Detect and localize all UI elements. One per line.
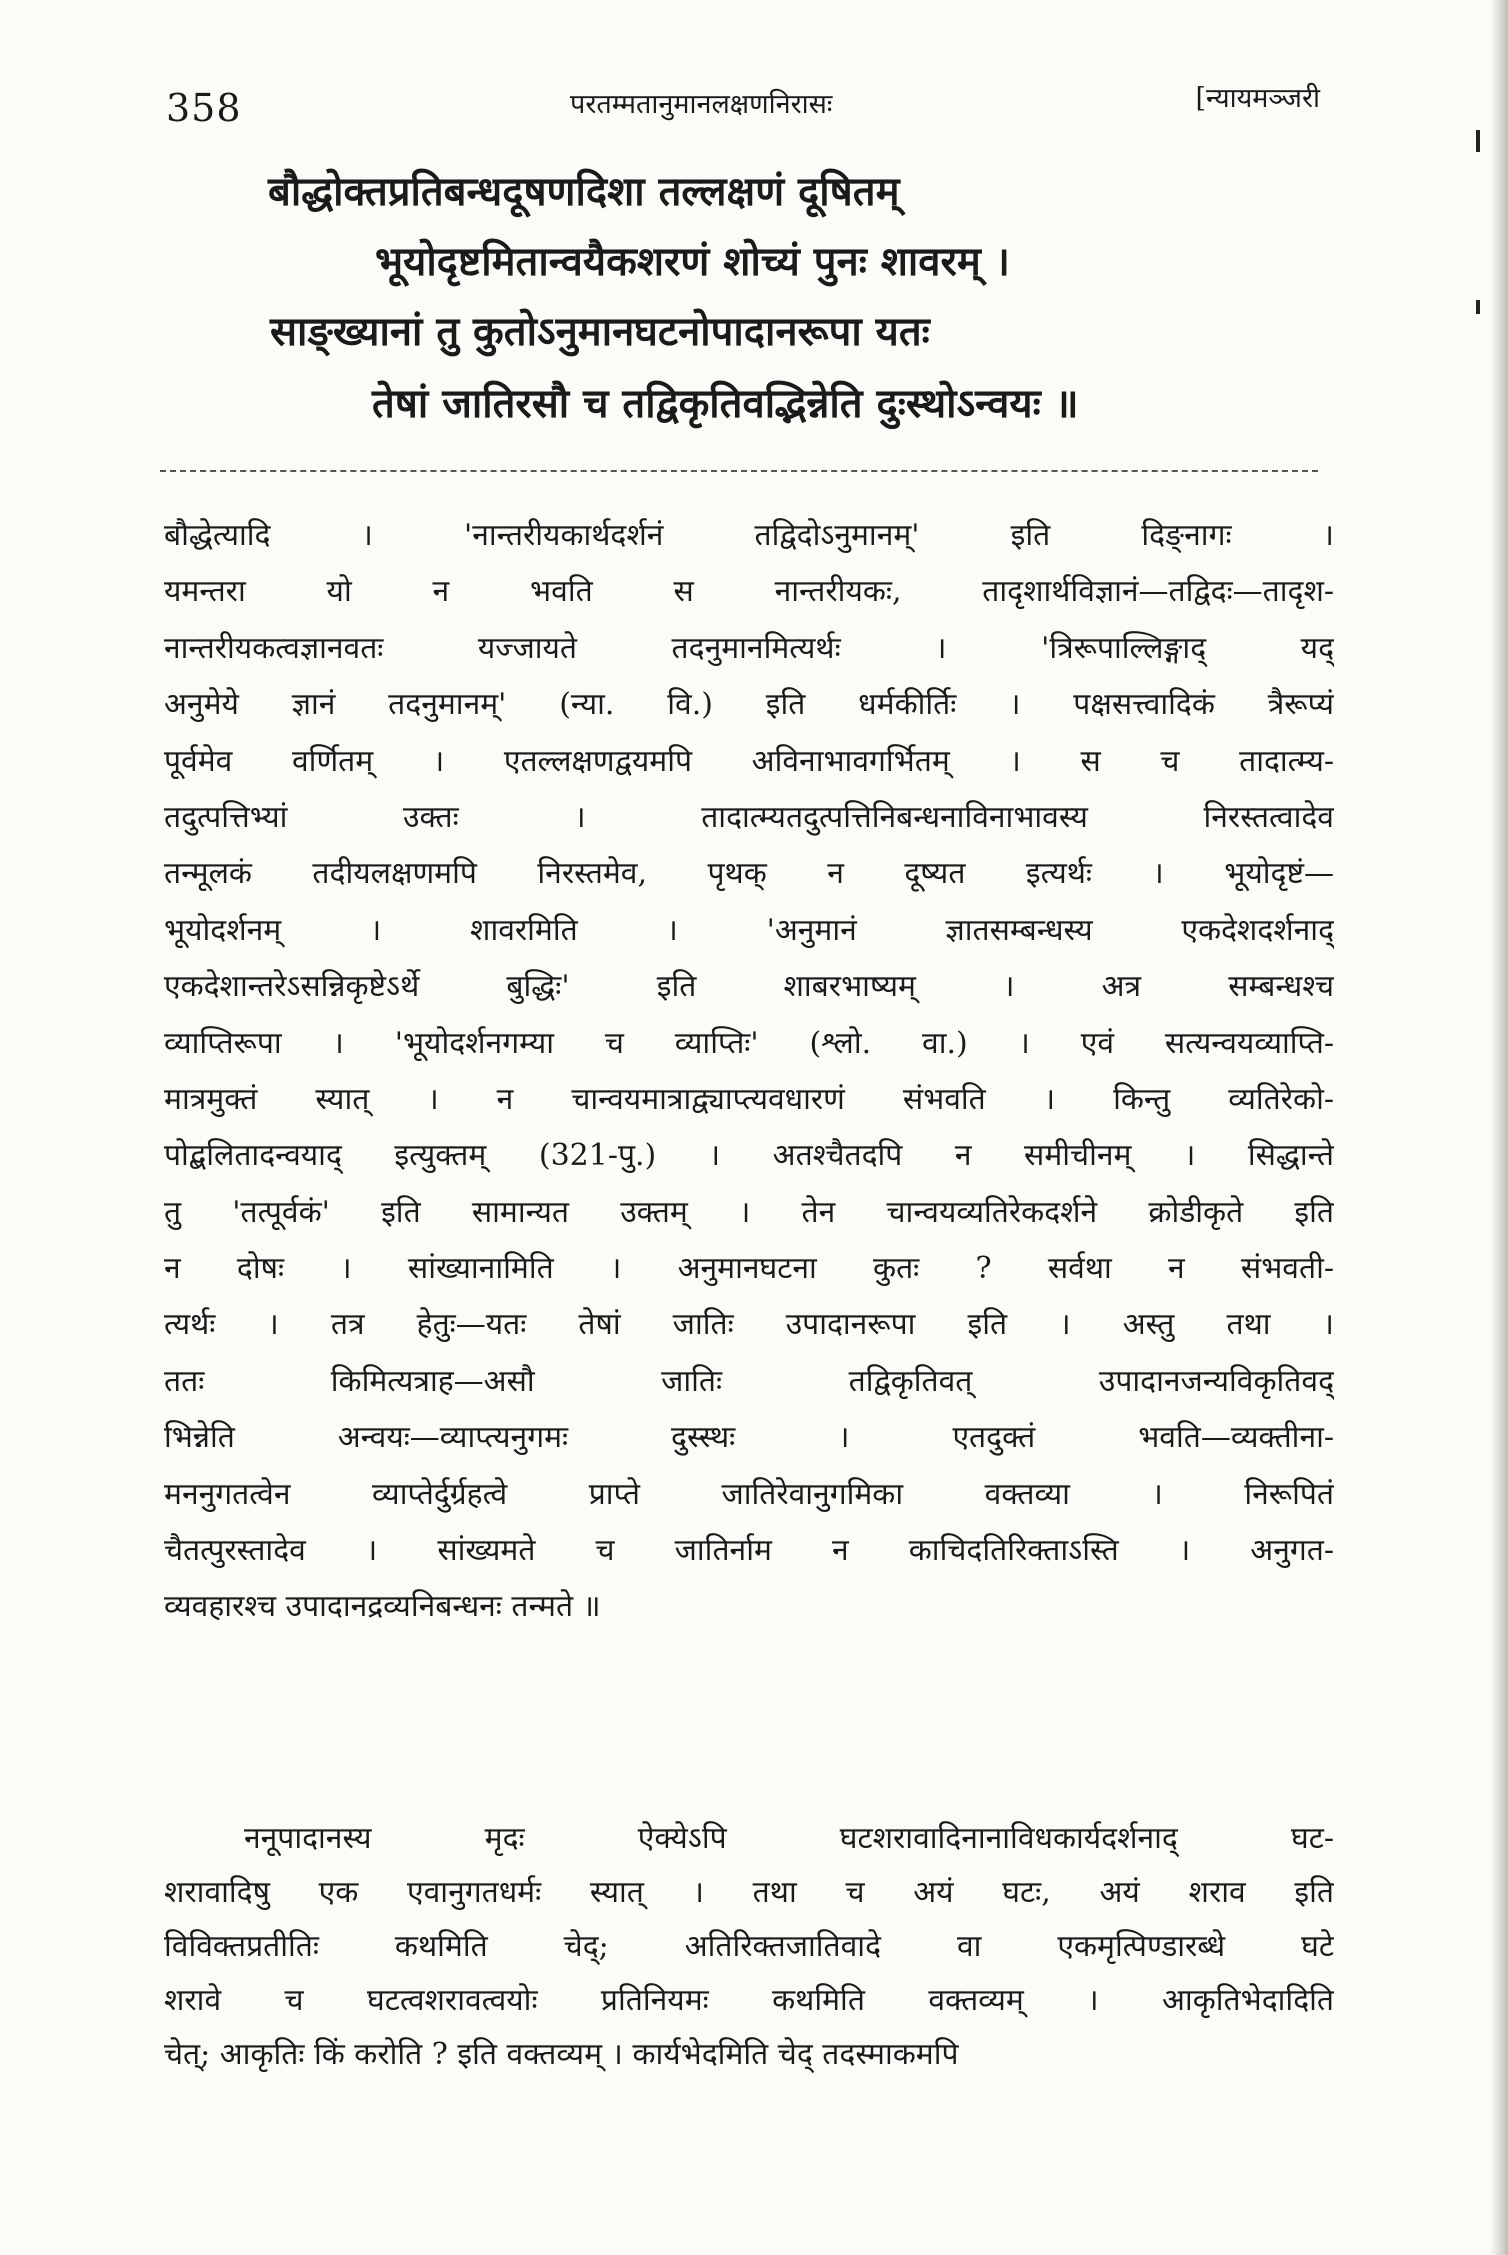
paragraph-line: चेत्; आकृतिः किं करोति ? इति वक्तव्यम् । कार्यभेदमिति चेद् तदस्माकमपि <box>164 2037 959 2072</box>
running-title: परतम्मतानुमानलक्षणनिरासः <box>570 89 833 120</box>
commentary-line: बौद्धेत्यादि । 'नान्तरीयकार्थदर्शनं तद्विदोऽनुमानम्' इति दिङ्नागः । <box>164 518 1334 553</box>
page-header <box>150 68 1320 128</box>
commentary-line: त्यर्थः । तत्र हेतुः—यतः तेषां जातिः उपादानरूपा इति । अस्तु तथा । <box>164 1307 1334 1343</box>
commentary-line: यमन्तरा यो न भवति स नान्तरीयकः, तादृशार्थविज्ञानं—तद्विदः—तादृश- <box>164 574 1334 610</box>
commentary-line: व्यवहारश्च उपादानद्रव्यनिबन्धनः तन्मते ॥ <box>164 1589 601 1625</box>
verse-line: बौद्धोक्तप्रतिबन्धदूषणदिशा तल्लक्षणं दूषितम् <box>268 168 900 215</box>
commentary-line: भूयोदर्शनम् । शावरमिति । 'अनुमानं ज्ञातसम्बन्धस्य एकदेशदर्शनाद् <box>164 912 1334 948</box>
binding-edge <box>1490 0 1508 2255</box>
edge-mark <box>1476 130 1480 152</box>
commentary-line: भिन्नेति अन्वयः—व्याप्त्यनुगमः दुस्स्थः । एतदुक्तं भवति—व्यक्तीना- <box>164 1420 1334 1456</box>
commentary-line: न दोषः । सांख्यानामिति । अनुमानघटना कुतः ? सर्वथा न संभवती- <box>164 1251 1334 1287</box>
commentary-line: एकदेशान्तरेऽसन्निकृष्टेऽर्थे बुद्धिः' इति शाबरभाष्यम् । अत्र सम्बन्धश्च <box>164 969 1334 1005</box>
commentary-line: पूर्वमेव वर्णितम् । एतल्लक्षणद्वयमपि अविनाभावगर्भितम् । स च तादात्म्य- <box>164 743 1334 779</box>
commentary-line: नान्तरीयकत्वज्ञानवतः यज्जायते तदनुमानमित्यर्थः । 'त्रिरूपाल्लिङ्गाद् यद् <box>164 630 1334 666</box>
body-paragraph <box>164 1812 1334 2082</box>
commentary-block <box>164 508 1334 1636</box>
verse-line: भूयोदृष्टमितान्वयैकशरणं शोच्यं पुनः शावरम् । <box>375 238 1010 285</box>
verse-line: तेषां जातिरसौ च तद्विकृतिवद्भिन्नेति दुःस्थोऽन्वयः ॥ <box>372 380 1079 427</box>
commentary-line: मननुगतत्वेन व्याप्तेर्दुर्ग्रहत्वे प्राप्ते जातिरेवानुगमिका वक्तव्या । निरूपितं <box>164 1476 1334 1512</box>
book-title: [न्यायमञ्जरी <box>1195 83 1320 114</box>
commentary-line: व्याप्तिरूपा । 'भूयोदर्शनगम्या च व्याप्तिः' (श्लो. वा.) । एवं सत्यन्वयव्याप्ति- <box>164 1025 1334 1061</box>
paragraph-line: विविक्तप्रतीतिः कथमिति चेद्; अतिरिक्तजातिवादे वा एकमृत्पिण्डारब्धे घटे <box>164 1929 1334 1964</box>
commentary-line: तन्मूलकं तदीयलक्षणमपि निरस्तमेव, पृथक् न दूष्यत इत्यर्थः । भूयोदृष्टं— <box>164 856 1334 892</box>
paragraph-line: ननूपादानस्य मृदः ऐक्येऽपि घटशरावादिनानाविधकार्यदर्शनाद् घट- <box>244 1821 1334 1856</box>
paragraph-line: शरावादिषु एक एवानुगतधर्मः स्यात् । तथा च अयं घटः, अयं शराव इति <box>164 1875 1334 1910</box>
edge-mark <box>1476 300 1480 314</box>
section-divider <box>160 470 1318 472</box>
commentary-line: मात्रमुक्तं स्यात् । न चान्वयमात्राद्व्याप्त्यवधारणं संभवति । किन्तु व्यतिरेको- <box>164 1081 1334 1117</box>
commentary-line: चैतत्पुरस्तादेव । सांख्यमते च जातिर्नाम न काचिदतिरिक्ताऽस्ति । अनुगत- <box>164 1533 1334 1569</box>
commentary-line: ततः किमित्यत्राह—असौ जातिः तद्विकृतिवत् उपादानजन्यविकृतिवद् <box>164 1363 1334 1399</box>
page-number: 358 <box>166 86 242 130</box>
commentary-line: तदुत्पत्तिभ्यां उक्तः । तादात्म्यतदुत्पत्तिनिबन्धनाविनाभावस्य निरस्तत्वादेव <box>164 799 1334 835</box>
commentary-line: पोद्बलितादन्वयाद् इत्युक्तम् (321-पु.) । अतश्चैतदपि न समीचीनम् । सिद्धान्ते <box>164 1138 1334 1174</box>
verse-line: साङ्ख्यानां तु कुतोऽनुमानघटनोपादानरूपा यतः <box>270 308 930 355</box>
paragraph-line: शरावे च घटत्वशरावत्वयोः प्रतिनियमः कथमिति वक्तव्यम् । आकृतिभेदादिति <box>164 1983 1334 2018</box>
commentary-line: तु 'तत्पूर्वकं' इति सामान्यत उक्तम् । तेन चान्वयव्यतिरेकदर्शने क्रोडीकृते इति <box>164 1194 1334 1230</box>
commentary-line: अनुमेये ज्ञानं तदनुमानम्' (न्या. वि.) इति धर्मकीर्तिः । पक्षसत्त्वादिकं त्रैरूप्यं <box>164 687 1334 723</box>
